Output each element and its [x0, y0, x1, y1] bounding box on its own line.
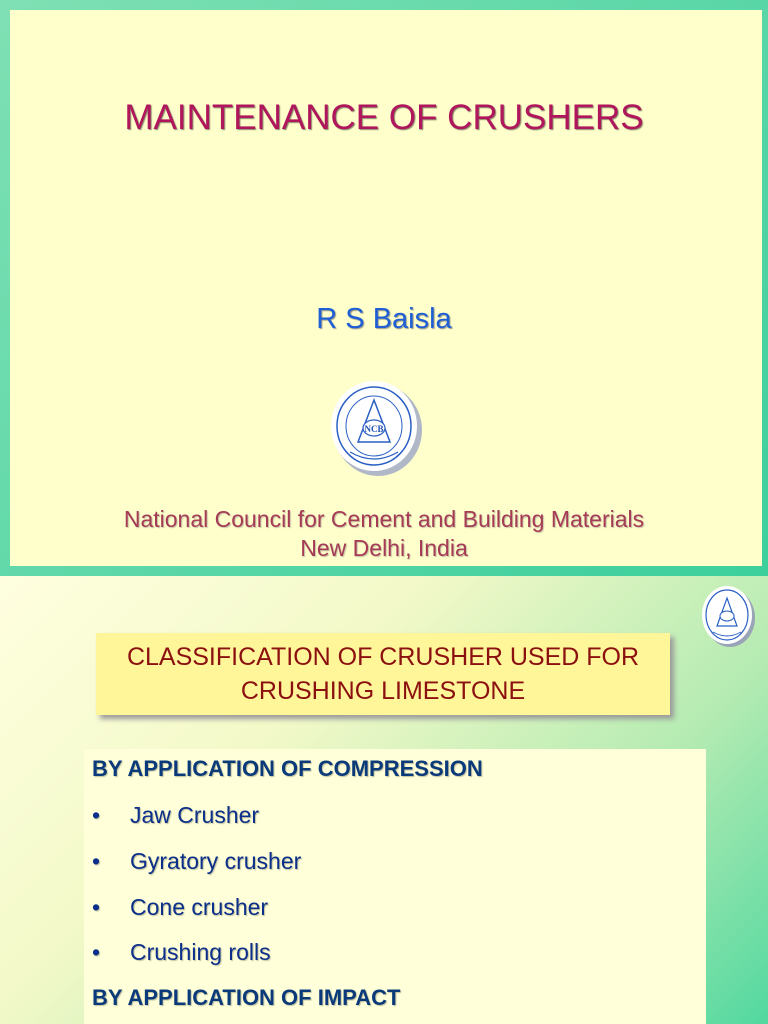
slide-1-organization	[0, 505, 768, 563]
ncb-logo-icon	[330, 380, 422, 476]
list-item-label: Cone crusher	[130, 894, 269, 920]
bullet: •	[92, 894, 101, 920]
heading-impact: BY APPLICATION OF IMPACT	[92, 985, 401, 1010]
svg-text:NCB: NCB	[364, 424, 384, 434]
bullet: •	[92, 939, 101, 965]
list-item-label: Gyratory crusher	[130, 848, 302, 874]
list-item	[92, 939, 271, 966]
list-item	[92, 894, 268, 921]
slide-2-title-line-1: CLASSIFICATION OF CRUSHER USED FOR	[126, 643, 640, 671]
ncb-logo-icon-small	[701, 584, 755, 648]
slide-2-title-line-2: CRUSHING LIMESTONE	[240, 677, 526, 705]
organization-location: New Delhi, India	[300, 535, 468, 561]
bullet: •	[92, 802, 101, 828]
slide-1-panel	[10, 10, 762, 566]
list-item	[92, 848, 301, 875]
list-item-label: Jaw Crusher	[130, 802, 260, 828]
slide-2-content	[84, 749, 706, 1024]
slide-1-author: R S Baisla	[316, 303, 452, 335]
list-item-label: Crushing rolls	[130, 939, 271, 965]
slide-2-title-box	[96, 633, 670, 715]
slide-2	[0, 576, 768, 1024]
list-item	[92, 802, 259, 829]
heading-compression: BY APPLICATION OF COMPRESSION	[92, 756, 483, 781]
bullet: •	[92, 848, 101, 874]
slide-1-title: MAINTENANCE OF CRUSHERS	[124, 98, 644, 137]
organization-name: National Council for Cement and Building Materials	[123, 506, 645, 532]
